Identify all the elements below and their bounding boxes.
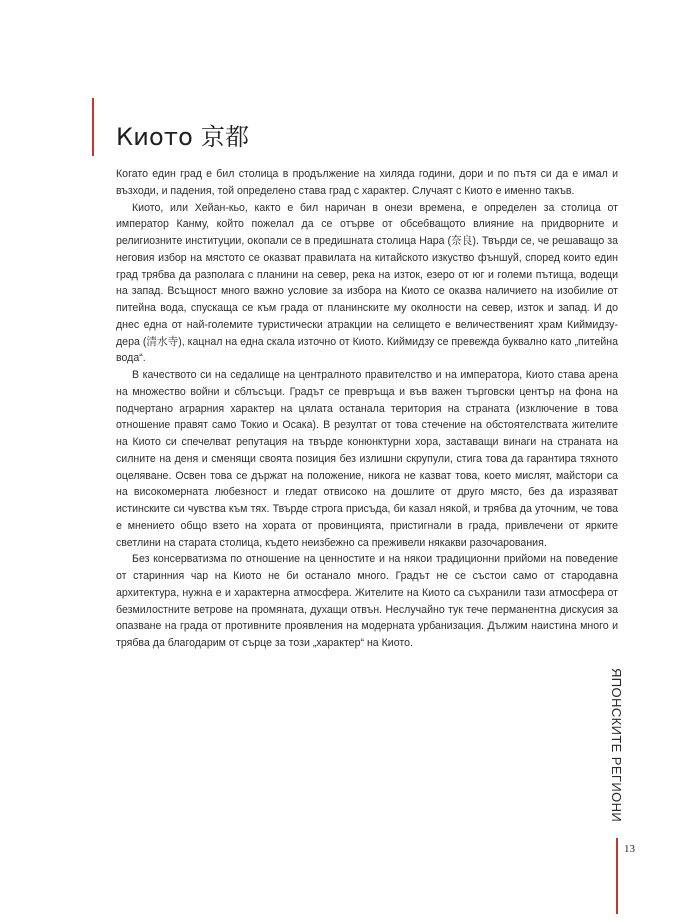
section-side-label: ЯПОНСКИТЕ РЕГИОНИ <box>609 668 624 823</box>
page-title: Киото 京都 <box>116 123 250 151</box>
page-number-accent-bar <box>616 838 618 914</box>
paragraph-2: Киото, или Хейан-кьо, както е бил наричан в онези времена, е определен за столица от император Канму, който пожелал да се отърве от обсебващото влияние на придворните и религиозните институции, окопали се в предишната столица Нара (奈良). Твърди се, че решаващо за неговия избор на мястото се оказват правилата на китайското изкуство фъншуй, според които един град трябва да разполага с планини на север, река на изток, езеро от юг и големи пътища, водещи на запад. Всъщност много важно условие за избора на Киото се оказва наличието на изобилие от питейна вода, спускаща се към града от планинските му околности на север, изток и запад. И до днес една от най-големите туристически атракции на селището е величественият храм Киймидзу-дера (清水寺), кацнал на една скала източно от Киото. Киймидзу се превежда буквално като „питейна вода“. <box>116 201 618 365</box>
paragraph-4: Без консерватизма по отношение на ценностите и на някои традиционни прийоми на поведение от старинния чар на Киото не би останало много. Градът не се състои само от стародавна архитектура, нужна е и характерна атмосфера. Жителите на Киото са съхранили тази атмосфера от безмилостните ветрове на промяната, духащи отвън. Неслучайно тук тече перманентна дискусия за опазване на града от противните проявления на модерната урбанизация. Дължим наистина много и трябва да благодарим от сърце за този „характер“ на Киото. <box>116 553 618 649</box>
page-number: 13 <box>624 843 635 855</box>
article-body <box>116 166 618 652</box>
paragraph-3: В качеството си на седалище на централното правителство и на императора, Киото става арена на множество войни и сблъсъци. Градът се превръща и във важен търговски център на фона на подчертано аграрния характер на цялата останала територия на страната (изключение в това отношение правят само Токио и Осака). В резултат от това стечение на обстоятелствата жителите на Киото си спечелват репутация на твърде конюнктурни хора, заставащи винаги на страната на силните на деня и сменящи своята позиция без излишни скрупули, стига това да гарантира тяхното оцеляване. Освен това се държат на положение, никога не казват това, което мислят, майстори са на високомерната любезност и гледат отвисоко на дошлите от друго място, без да изразяват истинските си чувства към тях. Твърде строга присъда, би казал някой, и трябва да уточним, че това е мнението общо взето на хората от провинцията, пристигнали в града, привлечени от ярките светлини на старата столица, където неизбежно са преживели някакви разочарования. <box>116 369 618 549</box>
paragraph-1: Когато един град е бил столица в продължение на хиляда години, дори и по пътя си да е имал и възходи, и падения, той определено става град с характер. Случаят с Киото е именно такъв. <box>116 168 618 197</box>
title-accent-bar <box>92 98 94 156</box>
